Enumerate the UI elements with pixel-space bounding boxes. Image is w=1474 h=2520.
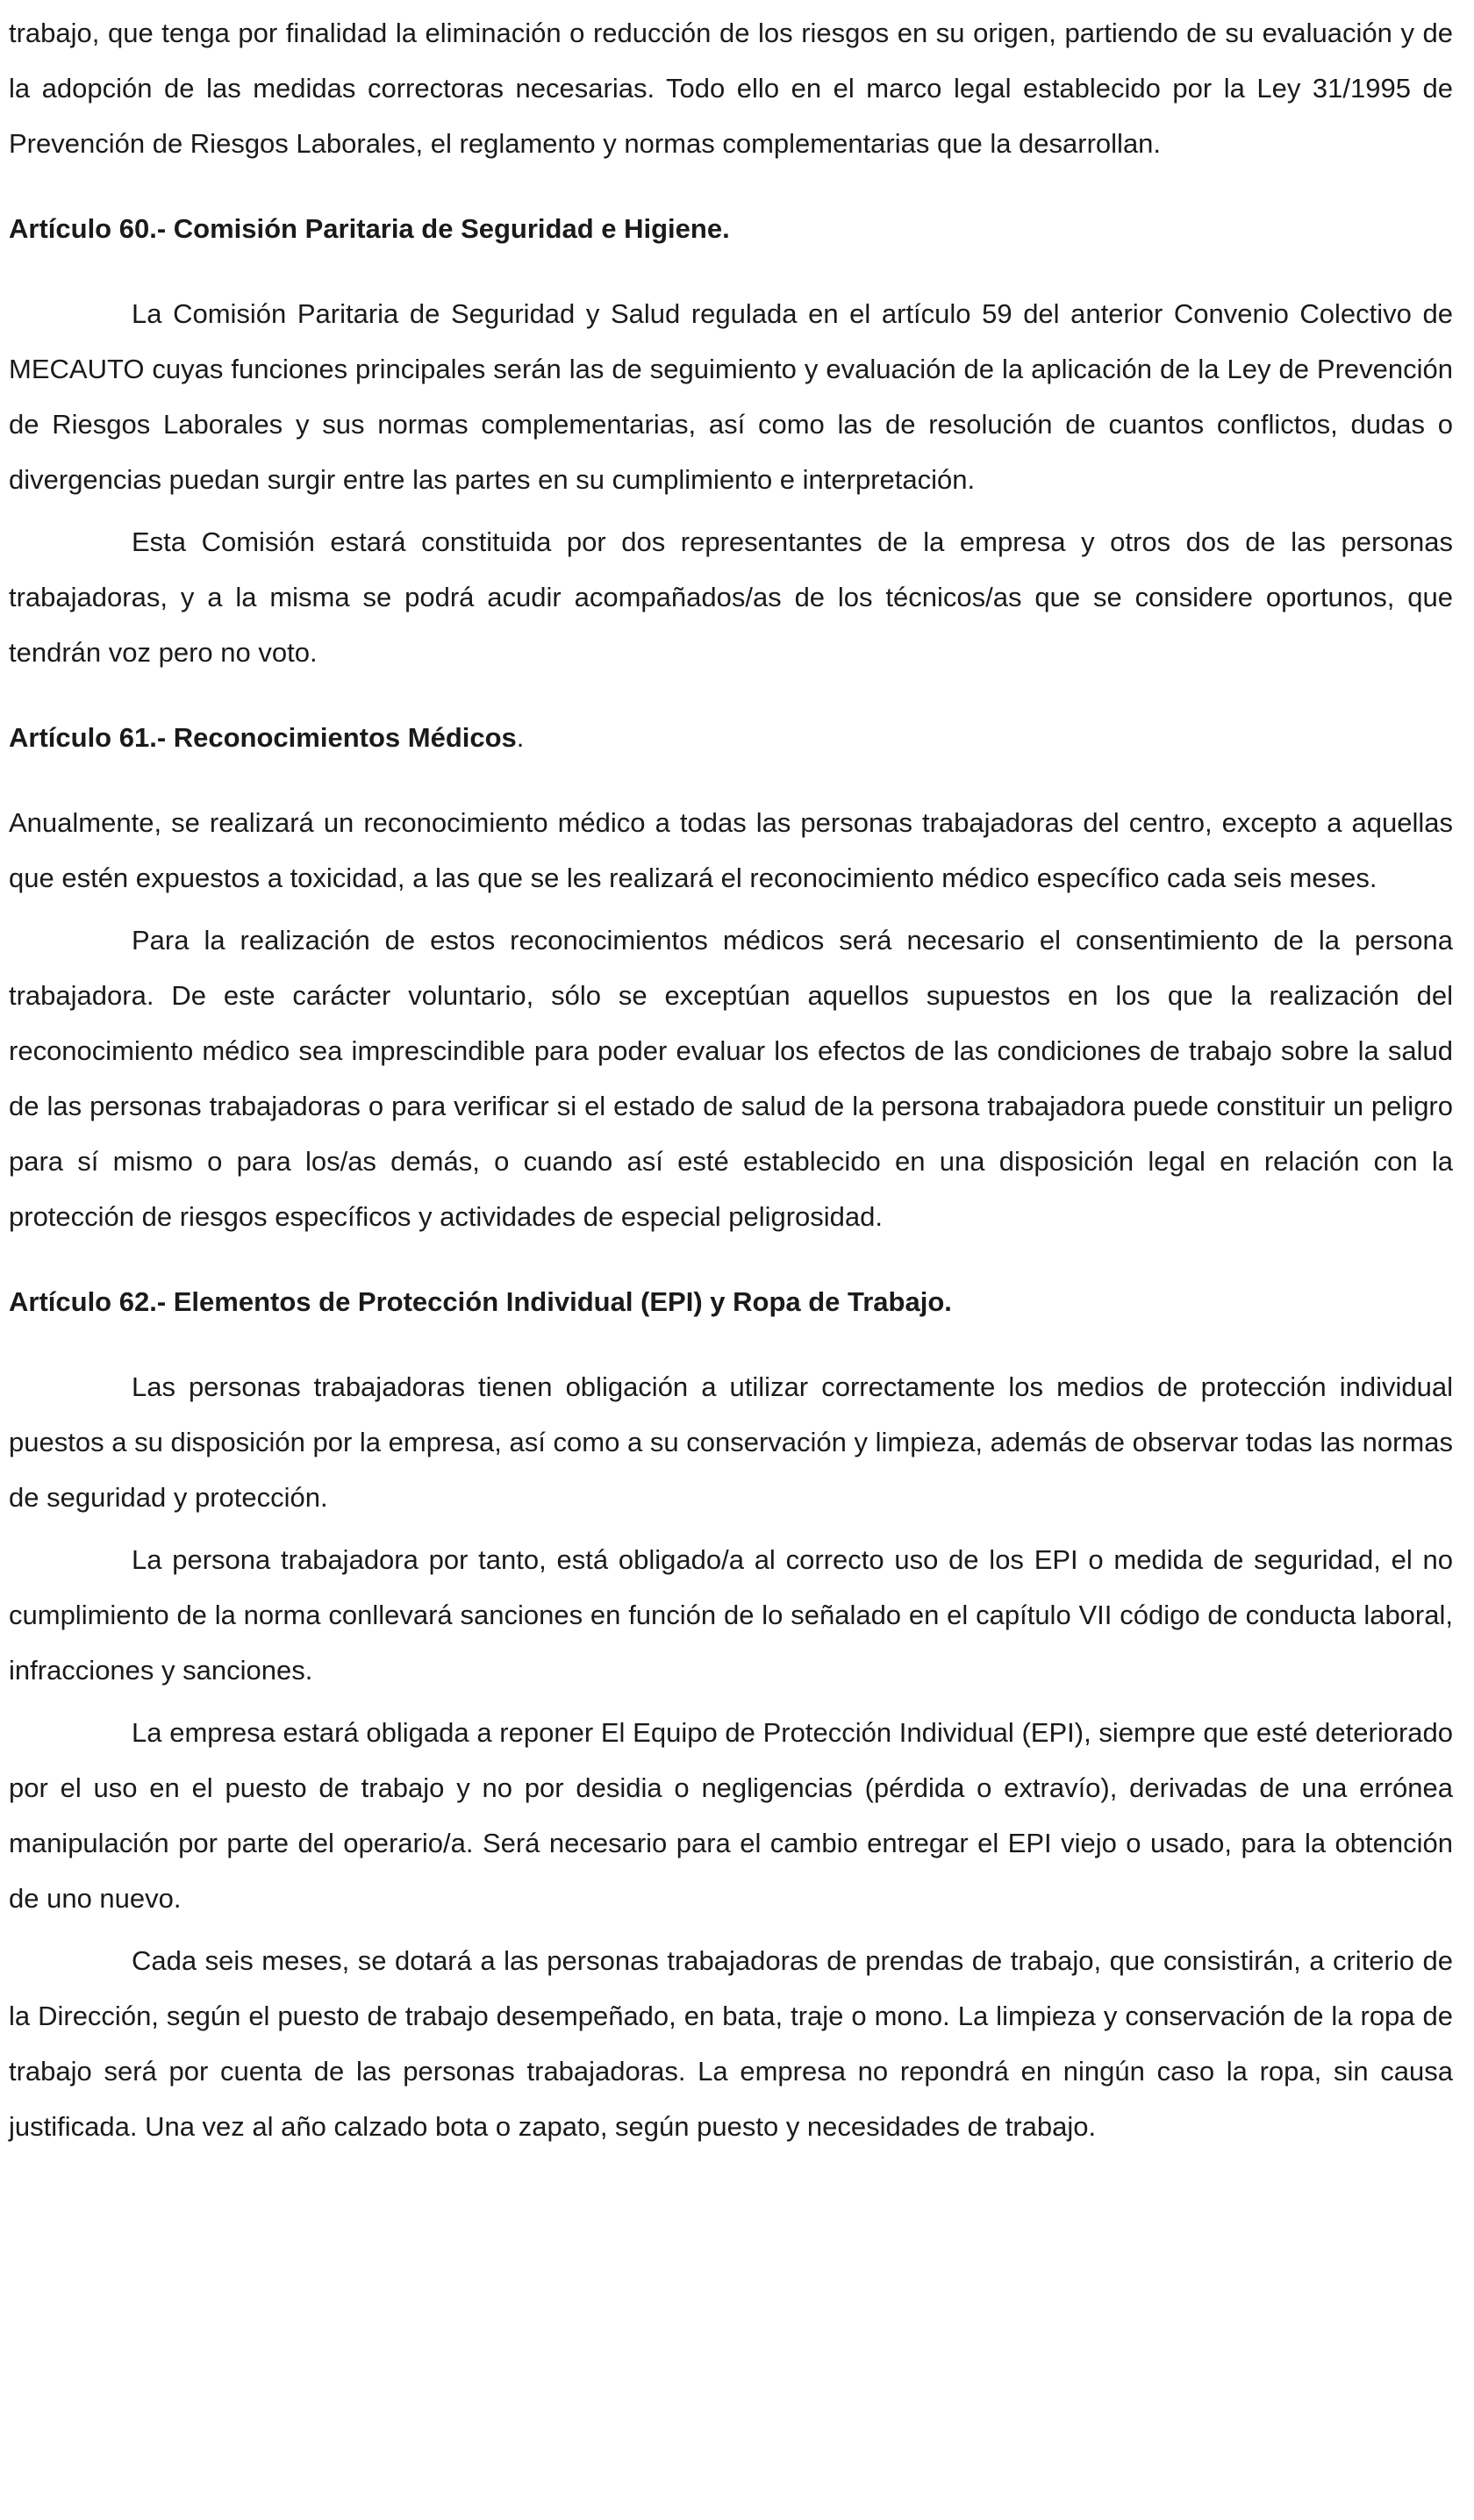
article-60-heading	[9, 201, 1453, 256]
heading-text: Artículo 61.- Reconocimientos Médicos	[9, 722, 517, 753]
heading-tail: .	[516, 722, 525, 753]
paragraph: Anualmente, se realizará un reconocimiento médico a todas las personas trabajadoras del centro, excepto a aquellas que estén expuestos a toxicidad, a las que se les realizará el reconocimiento médico específico cada seis meses.	[9, 807, 1453, 893]
paragraph: La Comisión Paritaria de Seguridad y Salud regulada en el artículo 59 del anterior Convenio Colectivo de MECAUTO cuyas funciones principales serán las de seguimiento y evaluación de la aplicación de la Ley de Prevención de Riesgos Laborales y sus normas complementarias, así como las de resolución de cuantos conflictos, dudas o divergencias puedan surgir entre las partes en su cumplimiento e interpretación.	[9, 298, 1453, 495]
paragraph: Cada seis meses, se dotará a las personas trabajadoras de prendas de trabajo, que consistirán, a criterio de la Dirección, según el puesto de trabajo desempeñado, en bata, traje o mono. La limpieza y conservación de la ropa de trabajo será por cuenta de las personas trabajadoras. La empresa no repondrá en ningún caso la ropa, sin causa justificada. Una vez al año calzado bota o zapato, según puesto y necesidades de trabajo.	[9, 1945, 1453, 2142]
paragraph: La empresa estará obligada a reponer El Equipo de Protección Individual (EPI), siempre que esté deteriorado por el uso en el puesto de trabajo y no por desidia o negligencias (pérdida o extravío), derivadas de una errónea manipulación por parte del operario/a. Será necesario para el cambio entregar el EPI viejo o usado, para la obtención de uno nuevo.	[9, 1717, 1453, 1914]
paragraph-continuation: trabajo, que tenga por finalidad la eliminación o reducción de los riesgos en su origen, partiendo de su evaluación y de la adopción de las medidas correctoras necesarias. Todo ello en el marco legal establecido por la Ley 31/1995 de Prevención de Riesgos Laborales, el reglamento y normas complementarias que la desarrollan.	[9, 18, 1453, 159]
paragraph: Esta Comisión estará constituida por dos representantes de la empresa y otros dos de las personas trabajadoras, y a la misma se podrá acudir acompañados/as de los técnicos/as que se considere oportunos, que tendrán voz pero no voto.	[9, 526, 1453, 668]
paragraph: La persona trabajadora por tanto, está obligado/a al correcto uso de los EPI o medida de seguridad, el no cumplimiento de la norma conllevará sanciones en función de lo señalado en el capítulo VII código de conducta laboral, infracciones y sanciones.	[9, 1544, 1453, 1686]
paragraph: Las personas trabajadoras tienen obligación a utilizar correctamente los medios de protección individual puestos a su disposición por la empresa, así como a su conservación y limpieza, además de observar todas las normas de seguridad y protección.	[9, 1371, 1453, 1513]
article-62-heading	[9, 1274, 1453, 1329]
heading-text: Artículo 60.- Comisión Paritaria de Seguridad e Higiene.	[9, 213, 730, 244]
paragraph: Para la realización de estos reconocimientos médicos será necesario el consentimiento de la persona trabajadora. De este carácter voluntario, sólo se exceptúan aquellos supuestos en los que la realización del reconocimiento médico sea imprescindible para poder evaluar los efectos de las condiciones de trabajo sobre la salud de las personas trabajadoras o para verificar si el estado de salud de la persona trabajadora puede constituir un peligro para sí mismo o para los/as demás, o cuando así esté establecido en una disposición legal en relación con la protección de riesgos específicos y actividades de especial peligrosidad.	[9, 925, 1453, 1232]
heading-text: Artículo 62.- Elementos de Protección Individual (EPI) y Ropa de Trabajo.	[9, 1286, 952, 1317]
article-61-heading	[9, 710, 1453, 765]
